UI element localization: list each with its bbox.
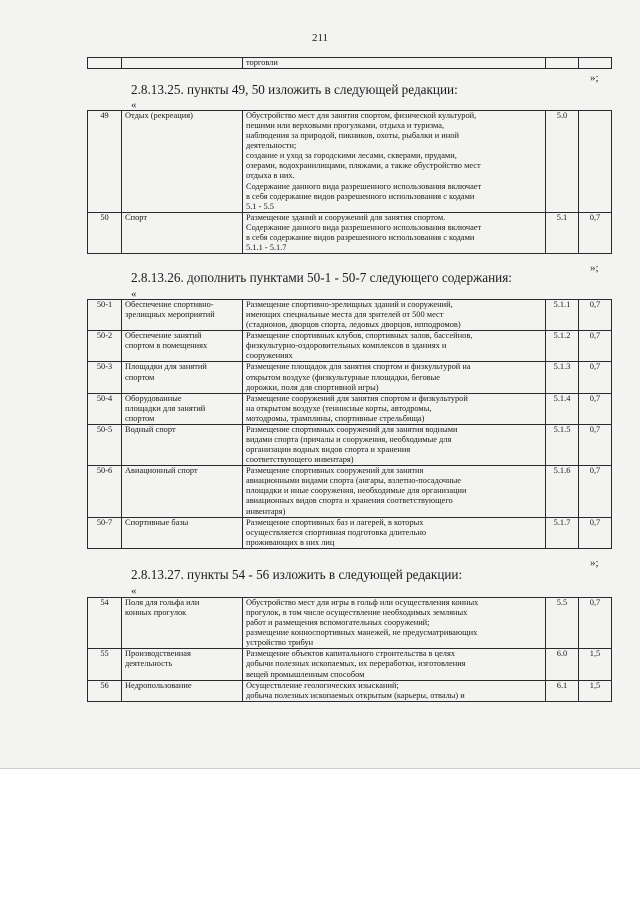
section-heading: 2.8.13.25. пункты 49, 50 изложить в следующей редакции: <box>131 82 458 97</box>
description-line: прогулок, в том числе осуществление необходимых земляных <box>246 608 468 618</box>
closing-quote-mark: »; <box>590 262 599 274</box>
description-line: Размещение спортивных клубов, спортивных залов, бассейнов, <box>246 331 473 341</box>
cell-coef: 0,7 <box>579 212 612 253</box>
cell-description <box>243 466 546 517</box>
name-line: площадки для занятий <box>125 403 206 413</box>
cell-code: 5.1 <box>546 212 579 253</box>
cell-name <box>122 58 243 69</box>
description-line: Размещение зданий и сооружений для занятия спортом. <box>246 212 446 222</box>
description-line: наблюдения за природой, пикников, охоты, рыбалки и иной <box>246 131 459 141</box>
cell-coef: 0,7 <box>579 424 612 465</box>
description-line: Размещение сооружений для занятия спортом и физкультурой <box>246 393 468 403</box>
table-row <box>88 649 612 680</box>
cell-description <box>243 111 546 213</box>
table-row <box>88 212 612 253</box>
name-line: Оборудованные <box>125 393 182 403</box>
name-line: спортом <box>125 413 155 423</box>
description-line: Размещение площадок для занятия спортом и физкультурой на <box>246 362 471 372</box>
zoning-table <box>87 597 612 702</box>
cell-number: 49 <box>88 111 122 213</box>
description-line: организации водных видов спорта и хранения <box>246 445 411 455</box>
description-line: площадки и иные сооружения, необходимые для организации <box>246 486 467 496</box>
name-line: спортом в помещениях <box>125 341 208 351</box>
cell-coef: 0,7 <box>579 362 612 393</box>
name-line: Авиационный спорт <box>125 466 198 476</box>
cell-description <box>243 424 546 465</box>
table-fragment-top <box>87 57 612 69</box>
description-line: Содержание данного вида разрешенного использования включает <box>246 181 482 191</box>
zoning-table <box>87 299 612 549</box>
description-line: создание и уход за городскими лесами, скверами, прудами, <box>246 151 457 161</box>
cell-number: 56 <box>88 680 122 701</box>
cell-description <box>243 517 546 548</box>
description-line: работ и размещения вспомогательных сооружений; <box>246 618 430 628</box>
description-line: имеющих специальные места для зрителей от 500 мест <box>246 310 444 320</box>
description-line: видами спорта (причалы и сооружения, необходимые для <box>246 435 452 445</box>
description-line: в себя содержание видов разрешенного использования с кодами <box>246 232 475 242</box>
description-line: соответствующего инвентаря) <box>246 455 354 465</box>
description-line: на открытом воздухе (теннисные корты, автодромы, <box>246 403 432 413</box>
description-line: добыча полезных ископаемых открытым (карьеры, отвалы) и <box>246 690 465 700</box>
cell-coef: 0,7 <box>579 331 612 362</box>
cell-number: 50-2 <box>88 331 122 362</box>
table-row <box>88 517 612 548</box>
description-line: устройство трибун <box>246 638 314 648</box>
cell-coef <box>579 58 612 69</box>
name-line: деятельность <box>125 659 173 669</box>
table-row <box>88 331 612 362</box>
description-line: авиационными видами спорта (ангары, взлетно-посадочные <box>246 476 461 486</box>
table-row <box>88 362 612 393</box>
description-line: мотодромы, трамплины, спортивные стрельбища) <box>246 413 425 423</box>
description-line: физкультурно-оздоровительных комплексов в зданиях и <box>246 341 447 351</box>
cell-coef: 0,7 <box>579 517 612 548</box>
table-row <box>88 300 612 331</box>
cell-description <box>243 300 546 331</box>
cell-coef: 0,7 <box>579 598 612 649</box>
description-line: (стадионов, дворцов спорта, ледовых дворцов, ипподромов) <box>246 320 461 330</box>
description-line: Размещение спортивных сооружений для занятия <box>246 466 424 476</box>
cell-number: 54 <box>88 598 122 649</box>
description-line: деятельности; <box>246 141 297 151</box>
opening-quote-mark: « <box>131 585 137 597</box>
cell-name <box>122 393 243 424</box>
table-row <box>88 58 612 69</box>
cell-name <box>122 212 243 253</box>
cell-name <box>122 300 243 331</box>
description-line: сооружениях <box>246 351 293 361</box>
page-number: 211 <box>311 32 329 44</box>
section-heading: 2.8.13.27. пункты 54 - 56 изложить в следующей редакции: <box>131 567 463 582</box>
description-line: Размещение спортивно-зрелищных зданий и сооружений, <box>246 300 453 309</box>
description-line: Размещение спортивных баз и лагерей, в которых <box>246 517 424 527</box>
cell-name <box>122 331 243 362</box>
description-line: вещей промышленным способом <box>246 669 365 679</box>
description-line: 5.1 - 5.5 <box>246 201 274 211</box>
cell-code: 5.1.1 <box>546 300 579 331</box>
cell-coef <box>579 111 612 213</box>
name-line: конных прогулок <box>125 608 187 618</box>
closing-quote-mark: »; <box>590 557 599 569</box>
description-line: проживающих в них лиц <box>246 537 335 547</box>
description-line: Размещение спортивных сооружений для занятия водными <box>246 424 458 434</box>
table-row <box>88 424 612 465</box>
name-line: Обеспечение занятий <box>125 331 202 341</box>
opening-quote-mark: « <box>131 288 137 300</box>
cell-name <box>122 362 243 393</box>
cell-code: 5.1.5 <box>546 424 579 465</box>
cell-number: 50-7 <box>88 517 122 548</box>
cell-code: 6.1 <box>546 680 579 701</box>
name-line: Площадки для занятий <box>125 362 207 372</box>
cell-description <box>243 393 546 424</box>
description-line: размещение конноспортивных манежей, не предусматривающих <box>246 628 478 638</box>
description-line: Обустройство мест для игры в гольф или осуществления конных <box>246 598 479 607</box>
cell-description <box>243 331 546 362</box>
cell-coef: 0,7 <box>579 393 612 424</box>
table-row <box>88 680 612 701</box>
table-row <box>88 466 612 517</box>
cell-number <box>88 58 122 69</box>
description-line: Размещение объектов капитального строительства в целях <box>246 649 456 659</box>
cell-name <box>122 111 243 213</box>
cell-code <box>546 58 579 69</box>
name-line: Отдых (рекреация) <box>125 111 193 120</box>
cell-code: 5.1.2 <box>546 331 579 362</box>
cell-description <box>243 649 546 680</box>
cell-coef: 0,7 <box>579 300 612 331</box>
description-line: отдыха в них. <box>246 171 295 181</box>
zoning-table <box>87 110 612 254</box>
description-line: Обустройство мест для занятия спортом, физической культурой, <box>246 111 477 120</box>
description-line: озерами, водохранилищами, пляжами, а также обустройство мест <box>246 161 481 171</box>
cell-coef: 1,5 <box>579 680 612 701</box>
description-line: 5.1.1 - 5.1.7 <box>246 243 287 253</box>
cell-code: 5.1.4 <box>546 393 579 424</box>
table-row <box>88 393 612 424</box>
closing-quote-mark: »; <box>590 72 599 84</box>
cell-name <box>122 649 243 680</box>
name-line: Спортивные базы <box>125 517 189 527</box>
cell-description <box>243 212 546 253</box>
cell-name <box>122 424 243 465</box>
cell-number: 50-3 <box>88 362 122 393</box>
description-line: пешими или верховыми прогулками, отдыха и туризма, <box>246 121 445 131</box>
cell-description <box>243 362 546 393</box>
name-line: Производственная <box>125 649 191 659</box>
name-line: Спорт <box>125 212 147 222</box>
description-line: авиационных видов спорта и хранения соответствующего <box>246 496 453 506</box>
cell-coef: 1,5 <box>579 649 612 680</box>
name-line: Водный спорт <box>125 424 176 434</box>
name-line: зрелищных мероприятий <box>125 310 215 320</box>
table-row <box>88 598 612 649</box>
description-line: осуществляется спортивная подготовка длительно <box>246 527 427 537</box>
cell-code: 5.1.3 <box>546 362 579 393</box>
name-line: спортом <box>125 372 155 382</box>
cell-code: 5.1.7 <box>546 517 579 548</box>
cell-code: 5.5 <box>546 598 579 649</box>
cell-number: 50-5 <box>88 424 122 465</box>
cell-code: 6.0 <box>546 649 579 680</box>
cell-name <box>122 598 243 649</box>
cell-coef: 0,7 <box>579 466 612 517</box>
cell-number: 55 <box>88 649 122 680</box>
cell-description: торговли <box>243 58 546 69</box>
cell-description <box>243 680 546 701</box>
description-line: в себя содержание видов разрешенного использования с кодами <box>246 191 475 201</box>
table-row <box>88 111 612 213</box>
cell-name <box>122 680 243 701</box>
section-heading: 2.8.13.26. дополнить пунктами 50-1 - 50-7 следующего содержания: <box>131 270 512 285</box>
cell-number: 50-4 <box>88 393 122 424</box>
cell-number: 50-1 <box>88 300 122 331</box>
description-line: Осуществление геологических изысканий; <box>246 680 399 690</box>
cell-description <box>243 598 546 649</box>
name-line: Обеспечение спортивно- <box>125 300 214 309</box>
cell-name <box>122 517 243 548</box>
description-line: добычи полезных ископаемых, их переработки, изготовления <box>246 659 466 669</box>
description-line: инвентаря) <box>246 506 286 516</box>
opening-quote-mark: « <box>131 99 137 111</box>
cell-number: 50 <box>88 212 122 253</box>
cell-number: 50-6 <box>88 466 122 517</box>
name-line: Поля для гольфа или <box>125 598 200 607</box>
description-line: открытом воздухе (физкультурные площадки, беговые <box>246 372 440 382</box>
name-line: Недропользование <box>125 680 192 690</box>
cell-code: 5.1.6 <box>546 466 579 517</box>
cell-name <box>122 466 243 517</box>
description-line: дорожки, поля для спортивной игры) <box>246 382 379 392</box>
description-line: Содержание данного вида разрешенного использования включает <box>246 222 482 232</box>
cell-code: 5.0 <box>546 111 579 213</box>
